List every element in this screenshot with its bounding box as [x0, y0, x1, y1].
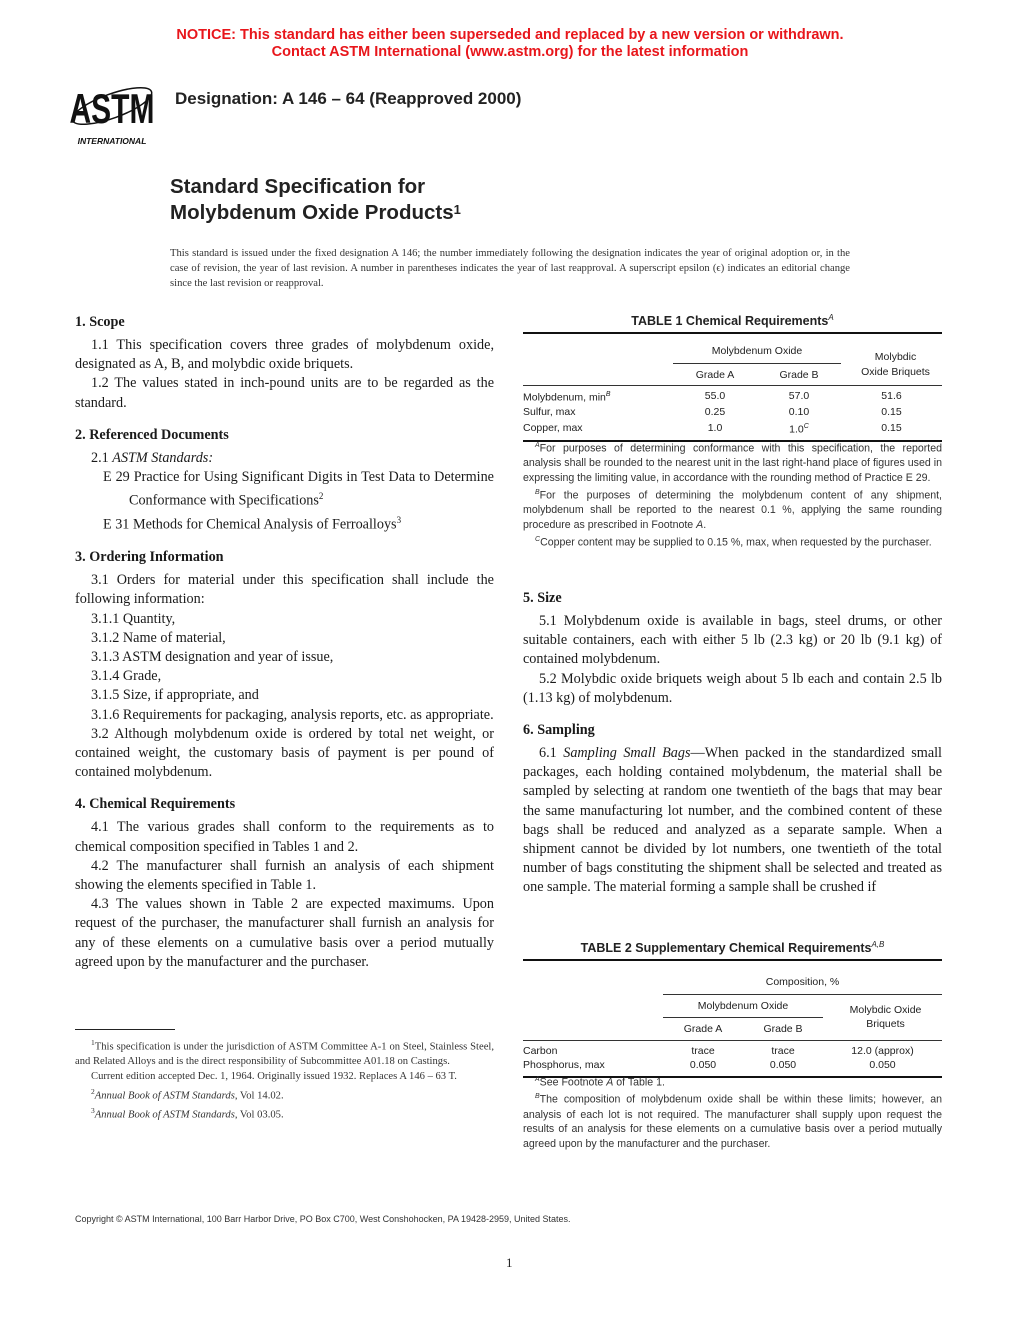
section-heading-ordering: 3. Ordering Information — [75, 549, 224, 566]
table-2-col-grade-a: Grade A — [663, 1018, 743, 1041]
table-2-super-header: Composition, % — [663, 975, 942, 994]
title-line-1: Standard Specification for — [170, 175, 426, 198]
notice-line-1: NOTICE: This standard has either been superseded and replaced by a new version or withdrawn. — [176, 27, 844, 43]
footnote-divider — [75, 1029, 175, 1030]
table-1 — [523, 332, 942, 442]
table-row: Sulfur, max 0.25 0.10 0.15 — [523, 406, 902, 418]
reference-e29: E 29 Practice for Using Significant Digits in Test Data to Determine Conformance with Specifications$^2$ — [103, 469, 494, 509]
table-2-note-b: $^B$The composition of molybdenum oxide shall be within these limits; however, an analysis of each lot is not required. The manufacturer shall supply upon request the results of an analysis for these elements on a cumulative basis over a period mutually agreed upon by the manufacturer and the purchaser. — [523, 1093, 942, 1151]
paragraph-4-1: 4.1 The various grades shall conform to the requirements as to chemical composition specified in Tables 1 and 2. — [75, 819, 494, 855]
section-heading-scope: 1. Scope — [75, 314, 125, 330]
copyright-line: Copyright © ASTM International, 100 Barr Harbor Drive, PO Box C700, West Conshohocken, PA 19428-2959, United States. — [75, 1214, 571, 1224]
intro-paragraph: This standard is issued under the fixed designation A 146; the number immediately following the designation indicates the year of original adoption or, in the case of revision, the year of last revision. A number in parentheses indicates the year of last reapproval. A superscript epsilon (ϵ) indicates an editorial change since the last revision or reapproval. — [170, 248, 850, 289]
table-2-group-header: Molybdenum Oxide — [663, 994, 823, 1018]
table-1-title: TABLE 1 Chemical Requirements$^A$ — [631, 313, 834, 329]
paragraph-4-3: 4.3 The values shown in Table 2 are expected maximums. Upon request of the purchaser, the manufacturer shall furnish an analysis for any of these elements on a cumulative basis over a period mutually agreed upon by the manufacturer and the purchaser. — [75, 896, 494, 970]
title-footnote-ref[interactable]: 1 — [453, 202, 461, 217]
table-1-note-c: $^C$Copper content may be supplied to 0.15 %, max, when requested by the purchaser. — [535, 535, 932, 549]
footnote-2: $^2$Annual Book of ASTM Standards, Vol 14.02. — [91, 1086, 284, 1102]
svg-text:ASTM: ASTM — [69, 84, 155, 133]
footnote-3: $^3$Annual Book of ASTM Standards, Vol 03.05. — [91, 1106, 284, 1121]
right-column — [523, 589, 942, 898]
table-2-title: TABLE 2 Supplementary Chemical Requirements$^{A,B}$ — [580, 940, 885, 956]
list-item-3-1-4: 3.1.4 Grade, — [91, 668, 162, 685]
svg-text:INTERNATIONAL: INTERNATIONAL — [77, 136, 147, 146]
section-heading-sampling: 6. Sampling — [523, 722, 595, 739]
list-item-3-1-6: 3.1.6 Requirements for packaging, analysis reports, etc. as appropriate. — [91, 706, 494, 723]
table-1-note-a: $^A$For purposes of determining conformance with this specification, the reported analysis shall be rounded to the nearest unit in the last right-hand place of figures used in expressing the limiting value, in accordance with the rounding method of Practice E 29. — [523, 442, 942, 485]
table-row: Copper, max 1.0 $1.0^C$ 0.15 — [523, 420, 942, 441]
table-2-note-a: $^A$See Footnote A of Table 1. — [535, 1076, 665, 1089]
table-1-notes — [523, 439, 942, 550]
astm-logo — [64, 78, 160, 148]
list-item-3-1-3: 3.1.3 ASTM designation and year of issue, — [91, 648, 334, 665]
paragraph-5-1: 5.1 Molybdenum oxide is available in bags, steel drums, or other suitable containers, each with either 5 lb (2.3 kg) or 20 lb (9.1 kg) of contained molybdenum. — [523, 613, 942, 668]
paragraph-3-1: 3.1 Orders for material under this specification shall include the following information: — [75, 572, 494, 608]
table-2-col-briquets: Molybdic Oxide Briquets — [823, 994, 942, 1040]
footnotes — [75, 1036, 494, 1124]
table-row: Carbon trace trace 12.0 (approx) — [523, 1044, 914, 1057]
reference-e31: E 31 Methods for Chemical Analysis of Ferroalloys$^3$ — [103, 515, 402, 533]
list-item-3-1-5: 3.1.5 Size, if appropriate, and — [91, 687, 259, 704]
list-item-3-1-1: 3.1.1 Quantity, — [91, 610, 176, 627]
paragraph-1-1: 1.1 This specification covers three grades of molybdenum oxide, designated as A, B, and molybdic oxide briquets. — [75, 337, 494, 373]
paragraph-6-1: 6.1 Sampling Small Bags—When packed in the standardized small packages, each holding contained molybdenum, the material shall be sampled by selecting at random one twentieth of the bags that may bear the same manufacturing lot number, and the combined content of these bags shall be reduced and analyzed as a separate sample. When a shipment cannot be divided by lot numbers, one twentieth of the total number of bags constituting the shipment shall be selected and treated as one sample. The material forming a sample shall be crushed if — [523, 745, 943, 896]
title-line-2: Molybdenum Oxide Products$^1$ — [170, 201, 461, 224]
list-item-3-1-2: 3.1.2 Name of material, — [91, 629, 226, 646]
document-title — [170, 174, 461, 226]
table-2 — [523, 959, 942, 1078]
paragraph-1-2: 1.2 The values stated in inch-pound units are to be regarded as the standard. — [75, 375, 494, 411]
table-row: Phosphorus, max 0.050 0.050 0.050 — [523, 1058, 942, 1077]
left-column — [75, 313, 494, 972]
withdrawal-notice — [0, 27, 1020, 61]
astm-logo-icon — [64, 78, 160, 148]
table-1-col-briquets: Molybdic Oxide Briquets — [841, 344, 942, 386]
designation: Designation: A 146 – 64 (Reapproved 2000) — [175, 89, 522, 108]
table-1-col-grade-b: Grade B — [757, 363, 841, 386]
table-2-col-grade-b: Grade B — [743, 1018, 823, 1041]
paragraph-2-1: 2.1 ASTM Standards: — [91, 449, 214, 466]
page-number: 1 — [506, 1255, 513, 1270]
section-heading-chemical: 4. Chemical Requirements — [75, 796, 236, 813]
table-2-notes — [523, 1073, 942, 1152]
footnote-1-edition: Current edition accepted Dec. 1, 1964. Originally issued 1932. Replaces A 146 – 63 T. — [91, 1071, 457, 1083]
paragraph-5-2: 5.2 Molybdic oxide briquets weigh about 5 lb each and contain 2.5 lb (1.13 kg) of molybdenum. — [523, 670, 942, 706]
paragraph-4-2: 4.2 The manufacturer shall furnish an analysis of each shipment showing the elements specified in Table 1. — [75, 857, 494, 893]
notice-line-2: Contact ASTM International (www.astm.org) for the latest information — [271, 44, 749, 60]
table-row: Molybdenum, $\min^B$ 55.0 57.0 51.6 — [523, 390, 902, 404]
footnote-1: $^1$This specification is under the jurisdiction of ASTM Committee A-1 on Steel, Stainless Steel, and Related Alloys and is the direct responsibility of Subcommittee A01.18 on Castings. — [75, 1038, 494, 1068]
table-1-col-grade-a: Grade A — [673, 363, 757, 386]
table-1-group-header: Molybdenum Oxide — [673, 344, 841, 363]
section-heading-referenced: 2. Referenced Documents — [75, 426, 229, 443]
section-heading-size: 5. Size — [523, 590, 562, 606]
table-1-note-b: $^B$For the purposes of determining the molybdenum content of any shipment, molybdenum shall be reported to the nearest 0.1 %, applying the same rounding procedure as prescribed in Footnote A. — [523, 488, 942, 532]
paragraph-3-2: 3.2 Although molybdenum oxide is ordered by total net weight, or contained weight, the customary basis of payment is per pound of contained molybdenum. — [75, 725, 494, 781]
